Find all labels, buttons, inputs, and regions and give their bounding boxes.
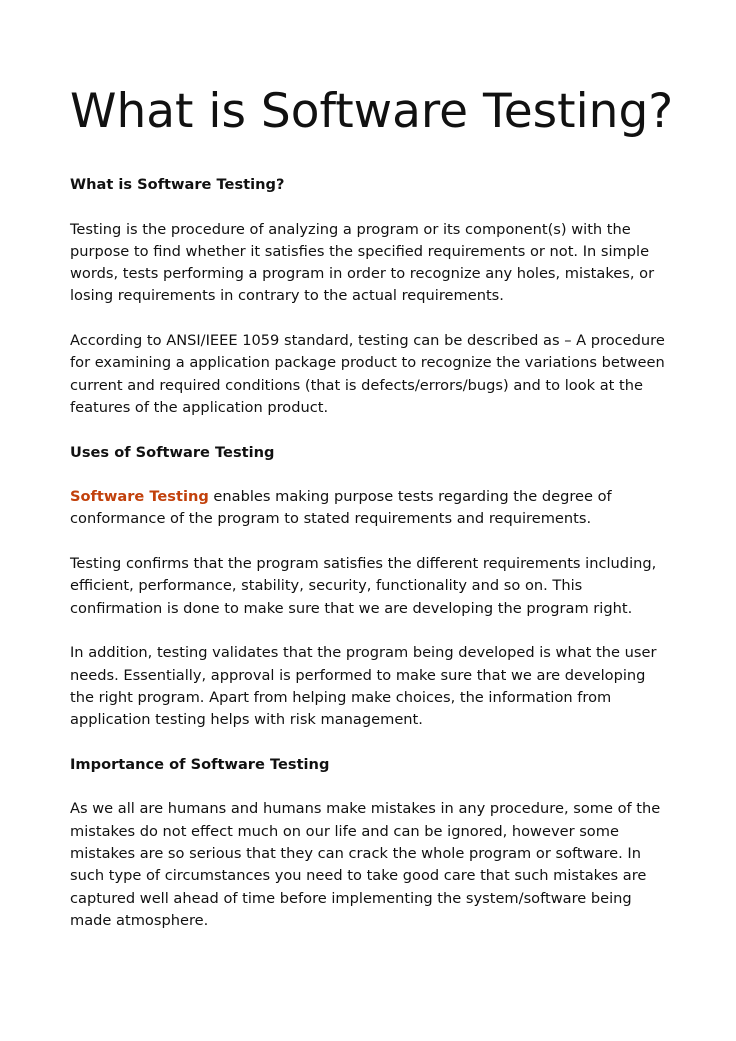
page-title: What is Software Testing?	[70, 84, 674, 139]
paragraph: In addition, testing validates that the program being developed is what the user needs. Essentially, approval is performed to make sure that we are developing the right program. Apart from helping make choices, the information from application testing helps with risk management.	[70, 644, 657, 729]
section-what-is-testing	[70, 174, 670, 419]
document-body	[70, 174, 670, 954]
paragraph-with-link	[70, 486, 670, 531]
section-uses-of-testing	[70, 442, 670, 732]
section-heading: Uses of Software Testing	[70, 443, 275, 461]
section-heading: What is Software Testing?	[70, 176, 285, 193]
paragraph-text: enables making purpose tests regarding the degree of conformance of the program to stated requirements and requirements.	[70, 488, 612, 528]
paragraph: According to ANSI/IEEE 1059 standard, testing can be described as – A procedure for examining a application package product to recognize the variations between current and required conditions (that is defects/errors/bugs) and to look at the features of the application product.	[70, 332, 665, 416]
software-testing-link[interactable]: Software Testing	[70, 488, 209, 506]
paragraph: As we all are humans and humans make mistakes in any procedure, some of the mistakes do not effect much on our life and can be ignored, however some mistakes are so serious that they can crack the whole program or software. In such type of circumstances you need to take good care that such mistakes are captured well ahead of time before implementing the system/software being made atmosphere.	[70, 800, 661, 929]
paragraph: Testing is the procedure of analyzing a program or its component(s) with the purpose to find whether it satisfies the specified requirements or not. In simple words, tests performing a program in order to recognize any holes, mistakes, or losing requirements in contrary to the actual requirements.	[70, 220, 655, 305]
section-importance-of-testing	[70, 754, 670, 932]
section-heading: Importance of Software Testing	[70, 755, 330, 773]
paragraph: Testing confirms that the program satisfies the different requirements including, efficient, performance, stability, security, functionality and so on. This confirmation is done to make sure that we are developing the program right.	[70, 555, 657, 617]
